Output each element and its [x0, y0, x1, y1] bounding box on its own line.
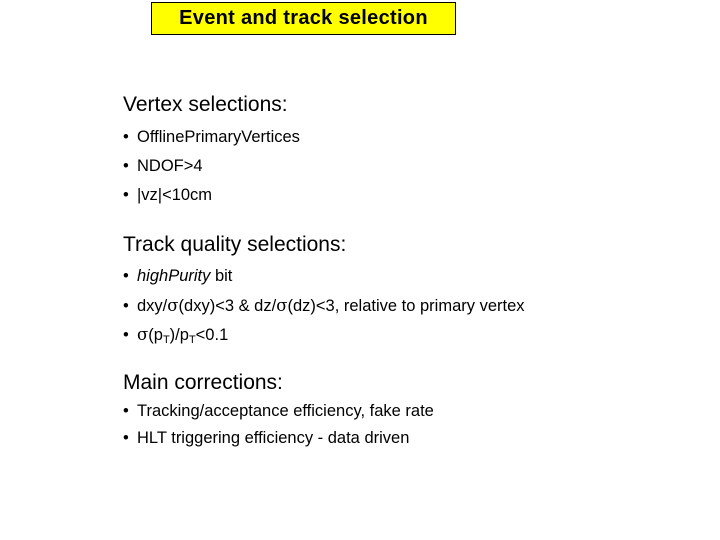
- vertex-heading: Vertex selections:: [123, 93, 288, 116]
- pt-part2: )/p: [169, 326, 189, 344]
- pt-part3: <0.1: [195, 326, 229, 344]
- dxy-part1: dxy/: [137, 297, 168, 315]
- vertex-item-text: OfflinePrimaryVertices: [137, 128, 300, 146]
- sigma-symbol: σ: [137, 325, 149, 344]
- slide-title-text: Event and track selection: [179, 7, 428, 29]
- corrections-item-text: Tracking/acceptance efficiency, fake rate: [137, 402, 434, 420]
- highpurity-rest: bit: [210, 267, 233, 285]
- vertex-item: [123, 128, 300, 147]
- vertex-item-text: |vz|<10cm: [137, 186, 213, 204]
- track-item-dxy: [123, 296, 525, 316]
- sigma-symbol: σ: [276, 296, 288, 315]
- track-item-highpurity: [123, 267, 232, 286]
- bullet: •: [123, 326, 129, 344]
- bullet: •: [123, 157, 129, 175]
- highpurity-text: highPurity: [137, 267, 211, 285]
- corrections-heading: Main corrections:: [123, 371, 283, 394]
- dxy-part3: (dz)<3, relative to primary vertex: [287, 297, 525, 315]
- corrections-item-text: HLT triggering efficiency - data driven: [137, 429, 410, 447]
- vertex-item: [123, 157, 203, 176]
- slide-title: [151, 2, 456, 35]
- vertex-item: [123, 186, 212, 205]
- vertex-item-text: NDOF>4: [137, 157, 203, 175]
- bullet: •: [123, 402, 129, 420]
- sigma-symbol: σ: [167, 296, 179, 315]
- bullet: •: [123, 186, 129, 204]
- corrections-item: [123, 402, 434, 421]
- bullet: •: [123, 267, 129, 285]
- track-item-pt: [123, 325, 228, 346]
- pt-part1: (p: [148, 326, 163, 344]
- pt-subscript: T: [188, 334, 196, 346]
- dxy-part2: (dxy)<3 & dz/: [178, 297, 277, 315]
- corrections-item: [123, 429, 409, 448]
- pt-subscript: T: [162, 334, 170, 346]
- bullet: •: [123, 297, 129, 315]
- track-heading: Track quality selections:: [123, 233, 347, 256]
- bullet: •: [123, 429, 129, 447]
- bullet: •: [123, 128, 129, 146]
